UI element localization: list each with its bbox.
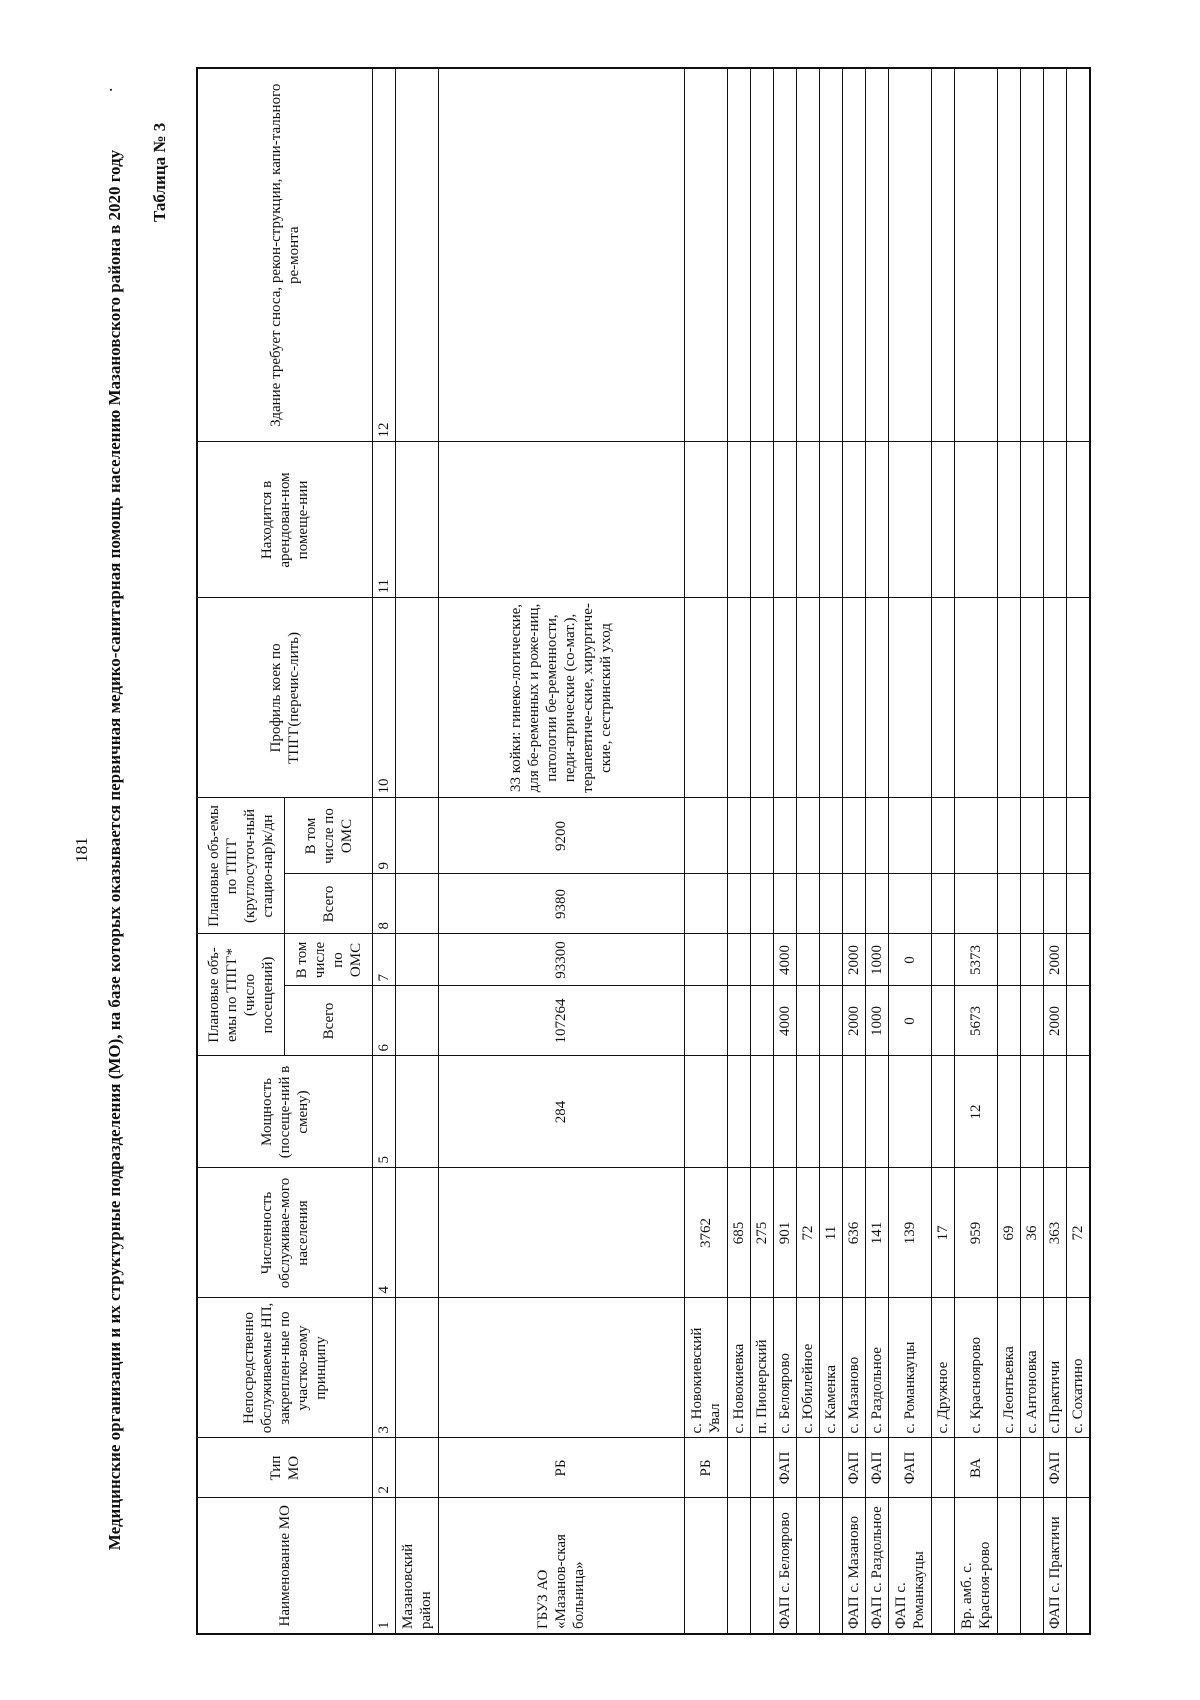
row-capacity <box>773 1056 796 1168</box>
empty-cell <box>796 68 819 442</box>
empty-cell <box>819 798 842 874</box>
row-mo-type: ФАП <box>865 1438 888 1498</box>
row-visits-total: 2000 <box>1043 986 1066 1056</box>
empty-cell <box>842 598 865 798</box>
row-settlement: с. Романкауцы <box>889 1298 932 1438</box>
empty-cell <box>1043 874 1066 934</box>
main-hospital-name: ГБУЗ АО «Мазанов-ская больница» <box>438 1498 684 1634</box>
header-population: Численность обслуживае-мого населения <box>197 1168 373 1298</box>
row-visits-total: 1000 <box>865 986 888 1056</box>
header-planned-beddays: Плановые объ-емы по ТПГГ (круглосуточ-ный стацио-нар)к/дн <box>197 798 285 934</box>
row-visits-total: 0 <box>889 986 932 1056</box>
row-visits-oms <box>1020 934 1043 986</box>
column-number: 3 <box>373 1298 396 1438</box>
empty-cell <box>997 874 1020 934</box>
row-settlement: с. Каменка <box>819 1298 842 1438</box>
empty-cell <box>1020 798 1043 874</box>
empty-cell <box>842 874 865 934</box>
row-capacity <box>1020 1056 1043 1168</box>
table-row <box>727 68 750 1634</box>
empty-cell <box>773 798 796 874</box>
row-population: 17 <box>931 1168 954 1298</box>
empty-cell <box>842 68 865 442</box>
district-row <box>396 68 439 1634</box>
row-settlement: с. Антоновка <box>1020 1298 1043 1438</box>
header-visits-oms: В том числе по ОМС <box>285 934 373 986</box>
empty-cell <box>684 798 727 874</box>
table-row <box>889 68 932 1634</box>
row-population: 363 <box>1043 1168 1066 1298</box>
empty-cell <box>1020 598 1043 798</box>
table-row <box>773 68 796 1634</box>
header-name: Наименование МО <box>197 1498 373 1634</box>
empty-cell <box>773 68 796 442</box>
row-settlement: с. Дружное <box>931 1298 954 1438</box>
document-title: Медицинские организации и их структурные подразделения (МО), на базе которых оказывается первичная медико-санитарная помощь населению Мазановского района в 2020 году <box>105 149 124 1551</box>
data-rows <box>684 68 1090 1634</box>
empty-cell <box>684 442 727 598</box>
empty-cell <box>1066 68 1090 442</box>
page-number: 181 <box>72 837 91 863</box>
row-capacity <box>819 1056 842 1168</box>
header-bed-profile: Профиль коек по ТПГГ(перечис-лить) <box>197 598 373 798</box>
empty-cell <box>819 442 842 598</box>
empty-cell <box>865 874 888 934</box>
column-number: 4 <box>373 1168 396 1298</box>
empty-cell <box>931 598 954 798</box>
column-number: 9 <box>373 798 396 874</box>
row-visits-total <box>727 986 750 1056</box>
header-capacity: Мощность (посеще-ний в смену) <box>197 1056 373 1168</box>
header-settlements: Непосредственно обслуживаемые НП, закреплен-ные по участко-вому принципу <box>197 1298 373 1438</box>
row-mo-name <box>997 1498 1020 1634</box>
row-visits-total <box>1020 986 1043 1056</box>
row-population: 36 <box>1020 1168 1043 1298</box>
row-visits-oms <box>727 934 750 986</box>
row-population: 69 <box>997 1168 1020 1298</box>
main-hospital-beds-total: 9380 <box>438 874 684 934</box>
empty-cell <box>727 442 750 598</box>
row-population: 275 <box>750 1168 773 1298</box>
empty-cell <box>865 598 888 798</box>
table-number: Таблица № 3 <box>150 122 169 222</box>
district-name: Мазановский район <box>396 1498 439 1634</box>
row-mo-type <box>931 1438 954 1498</box>
table-row <box>842 68 865 1634</box>
empty-cell <box>1066 798 1090 874</box>
table-row <box>1020 68 1043 1634</box>
column-number: 7 <box>373 934 396 986</box>
column-number: 10 <box>373 598 396 798</box>
column-number: 11 <box>373 442 396 598</box>
empty-cell <box>1066 442 1090 598</box>
empty-cell <box>1020 68 1043 442</box>
row-mo-type: ФАП <box>889 1438 932 1498</box>
row-population: 959 <box>954 1168 997 1298</box>
row-visits-total: 5673 <box>954 986 997 1056</box>
empty-cell <box>1066 598 1090 798</box>
header-beds-oms: В том числе по ОМС <box>285 798 373 874</box>
row-settlement: с. Сохатино <box>1066 1298 1090 1438</box>
row-mo-name <box>819 1498 842 1634</box>
row-population: 141 <box>865 1168 888 1298</box>
row-capacity <box>865 1056 888 1168</box>
row-settlement: с. Красноярово <box>954 1298 997 1438</box>
table-row <box>796 68 819 1634</box>
row-visits-total <box>931 986 954 1056</box>
row-visits-total <box>819 986 842 1056</box>
empty-cell <box>954 442 997 598</box>
row-visits-oms <box>997 934 1020 986</box>
empty-cell <box>1066 874 1090 934</box>
row-mo-name: Вр. амб. с. Красноя-рово <box>954 1498 997 1634</box>
row-visits-total <box>1066 986 1090 1056</box>
empty-cell <box>889 798 932 874</box>
row-mo-name: ФАП с. Романкауцы <box>889 1498 932 1634</box>
row-population: 3762 <box>684 1168 727 1298</box>
header-beds-total: Всего <box>285 874 373 934</box>
row-visits-total: 4000 <box>773 986 796 1056</box>
empty-cell <box>1043 598 1066 798</box>
empty-cell <box>684 68 727 442</box>
main-hospital-row <box>438 68 684 1634</box>
row-visits-total <box>997 986 1020 1056</box>
empty-cell <box>865 68 888 442</box>
column-number: 5 <box>373 1056 396 1168</box>
empty-cell <box>954 68 997 442</box>
empty-cell <box>750 598 773 798</box>
empty-cell <box>997 798 1020 874</box>
column-number-row <box>373 68 396 1634</box>
empty-cell <box>997 68 1020 442</box>
table-row <box>1043 68 1066 1634</box>
empty-cell <box>997 442 1020 598</box>
row-mo-name <box>727 1498 750 1634</box>
row-population: 72 <box>1066 1168 1090 1298</box>
row-mo-type <box>727 1438 750 1498</box>
empty-cell <box>1020 442 1043 598</box>
row-mo-name <box>931 1498 954 1634</box>
empty-cell <box>684 874 727 934</box>
empty-cell <box>796 598 819 798</box>
column-number: 6 <box>373 986 396 1056</box>
row-visits-oms <box>684 934 727 986</box>
column-number: 2 <box>373 1438 396 1498</box>
empty-cell <box>954 598 997 798</box>
row-population: 11 <box>819 1168 842 1298</box>
empty-cell <box>727 598 750 798</box>
empty-cell <box>889 874 932 934</box>
row-visits-oms: 2000 <box>842 934 865 986</box>
table-row <box>1066 68 1090 1634</box>
header-visits-total: Всего <box>285 986 373 1056</box>
row-settlement: с. Новокиевка <box>727 1298 750 1438</box>
row-capacity: 12 <box>954 1056 997 1168</box>
header-rented: Находится в арендован-ном помеще-нии <box>197 442 373 598</box>
empty-cell <box>750 874 773 934</box>
header-needs-repair: Здание требует сноса, рекон-струкции, капи-тального ре-монта <box>197 68 373 442</box>
empty-cell <box>750 442 773 598</box>
row-mo-name: ФАП с. Мазаново <box>842 1498 865 1634</box>
main-hospital-beds-oms: 9200 <box>438 798 684 874</box>
table-row <box>819 68 842 1634</box>
empty-cell <box>727 68 750 442</box>
row-mo-type: ФАП <box>1043 1438 1066 1498</box>
row-settlement: с. Новокиевский Увал <box>684 1298 727 1438</box>
row-visits-total <box>684 986 727 1056</box>
column-number: 1 <box>373 1498 396 1634</box>
row-mo-type <box>796 1438 819 1498</box>
column-number: 12 <box>373 68 396 442</box>
table-row <box>750 68 773 1634</box>
empty-cell <box>773 598 796 798</box>
row-mo-type <box>1020 1438 1043 1498</box>
table-row <box>865 68 888 1634</box>
empty-cell <box>819 874 842 934</box>
row-visits-total <box>750 986 773 1056</box>
row-mo-type: ФАП <box>773 1438 796 1498</box>
empty-cell <box>1043 442 1066 598</box>
empty-cell <box>931 874 954 934</box>
empty-cell <box>842 798 865 874</box>
empty-cell <box>931 442 954 598</box>
empty-cell <box>684 598 727 798</box>
empty-cell <box>1020 874 1043 934</box>
row-capacity <box>931 1056 954 1168</box>
row-visits-oms <box>796 934 819 986</box>
row-mo-name: ФАП с. Практичи <box>1043 1498 1066 1634</box>
dot-mark: . <box>96 87 116 92</box>
main-hospital-visits-total: 107264 <box>438 986 684 1056</box>
empty-cell <box>889 68 932 442</box>
row-mo-name <box>684 1498 727 1634</box>
main-hospital-visits-oms: 93300 <box>438 934 684 986</box>
row-capacity <box>750 1056 773 1168</box>
row-visits-oms <box>1066 934 1090 986</box>
medical-organizations-table <box>196 67 1091 1635</box>
main-hospital-type: РБ <box>438 1438 684 1498</box>
empty-cell <box>750 68 773 442</box>
empty-cell <box>865 442 888 598</box>
row-settlement: с. Мазаново <box>842 1298 865 1438</box>
empty-cell <box>819 68 842 442</box>
row-mo-type <box>997 1438 1020 1498</box>
empty-cell <box>931 798 954 874</box>
row-settlement: с. Белоярово <box>773 1298 796 1438</box>
row-visits-oms: 0 <box>889 934 932 986</box>
row-population: 72 <box>796 1168 819 1298</box>
empty-cell <box>750 798 773 874</box>
row-visits-oms <box>750 934 773 986</box>
empty-cell <box>889 598 932 798</box>
empty-cell <box>727 798 750 874</box>
row-mo-type <box>1066 1438 1090 1498</box>
empty-cell <box>865 798 888 874</box>
column-number: 8 <box>373 874 396 934</box>
row-visits-oms: 2000 <box>1043 934 1066 986</box>
row-capacity <box>889 1056 932 1168</box>
row-capacity <box>796 1056 819 1168</box>
empty-cell <box>954 798 997 874</box>
row-mo-name: ФАП с. Раздольное <box>865 1498 888 1634</box>
row-mo-name <box>796 1498 819 1634</box>
header-planned-visits: Плановые объ-емы по ТПГГ*(число посещений) <box>197 934 285 1056</box>
row-population: 636 <box>842 1168 865 1298</box>
main-hospital-capacity: 284 <box>438 1056 684 1168</box>
row-mo-type: РБ <box>684 1438 727 1498</box>
row-mo-name <box>750 1498 773 1634</box>
row-population: 139 <box>889 1168 932 1298</box>
row-mo-name <box>1066 1498 1090 1634</box>
row-mo-type: ВА <box>954 1438 997 1498</box>
row-visits-oms: 4000 <box>773 934 796 986</box>
empty-cell <box>773 442 796 598</box>
row-mo-type <box>750 1438 773 1498</box>
main-hospital-bed-profile: 33 койки: гинеко-логические, для бе-ременных и роже-ниц, патологии бе-ременности, педи-атрические (со-мат.), терапевтиче-ские, хирургиче-ские, сестринский уход <box>438 598 684 798</box>
empty-cell <box>796 442 819 598</box>
row-visits-oms: 5373 <box>954 934 997 986</box>
row-settlement: п. Пионерский <box>750 1298 773 1438</box>
empty-cell <box>889 442 932 598</box>
empty-cell <box>1043 798 1066 874</box>
empty-cell <box>954 874 997 934</box>
row-settlement: с. Раздольное <box>865 1298 888 1438</box>
table-row <box>954 68 997 1634</box>
empty-cell <box>842 442 865 598</box>
row-capacity <box>1043 1056 1066 1168</box>
row-population: 901 <box>773 1168 796 1298</box>
row-population: 685 <box>727 1168 750 1298</box>
row-visits-oms: 1000 <box>865 934 888 986</box>
empty-cell <box>727 874 750 934</box>
table-row <box>997 68 1020 1634</box>
empty-cell <box>796 798 819 874</box>
empty-cell <box>997 598 1020 798</box>
row-capacity <box>684 1056 727 1168</box>
row-mo-name: ФАП с. Белоярово <box>773 1498 796 1634</box>
row-settlement: с. Леонтьевка <box>997 1298 1020 1438</box>
table-row <box>684 68 727 1634</box>
row-settlement: с. Юбилейное <box>796 1298 819 1438</box>
row-capacity <box>727 1056 750 1168</box>
row-mo-name <box>1020 1498 1043 1634</box>
empty-cell <box>931 68 954 442</box>
row-capacity <box>1066 1056 1090 1168</box>
empty-cell <box>819 598 842 798</box>
empty-cell <box>1043 68 1066 442</box>
empty-cell <box>773 874 796 934</box>
row-settlement: с.Практичи <box>1043 1298 1066 1438</box>
row-capacity <box>997 1056 1020 1168</box>
row-capacity <box>842 1056 865 1168</box>
table-row <box>931 68 954 1634</box>
row-visits-oms <box>819 934 842 986</box>
row-visits-total <box>796 986 819 1056</box>
empty-cell <box>796 874 819 934</box>
row-visits-oms <box>931 934 954 986</box>
row-visits-total: 2000 <box>842 986 865 1056</box>
row-mo-type <box>819 1438 842 1498</box>
header-type: Тип МО <box>197 1438 373 1498</box>
row-mo-type: ФАП <box>842 1438 865 1498</box>
